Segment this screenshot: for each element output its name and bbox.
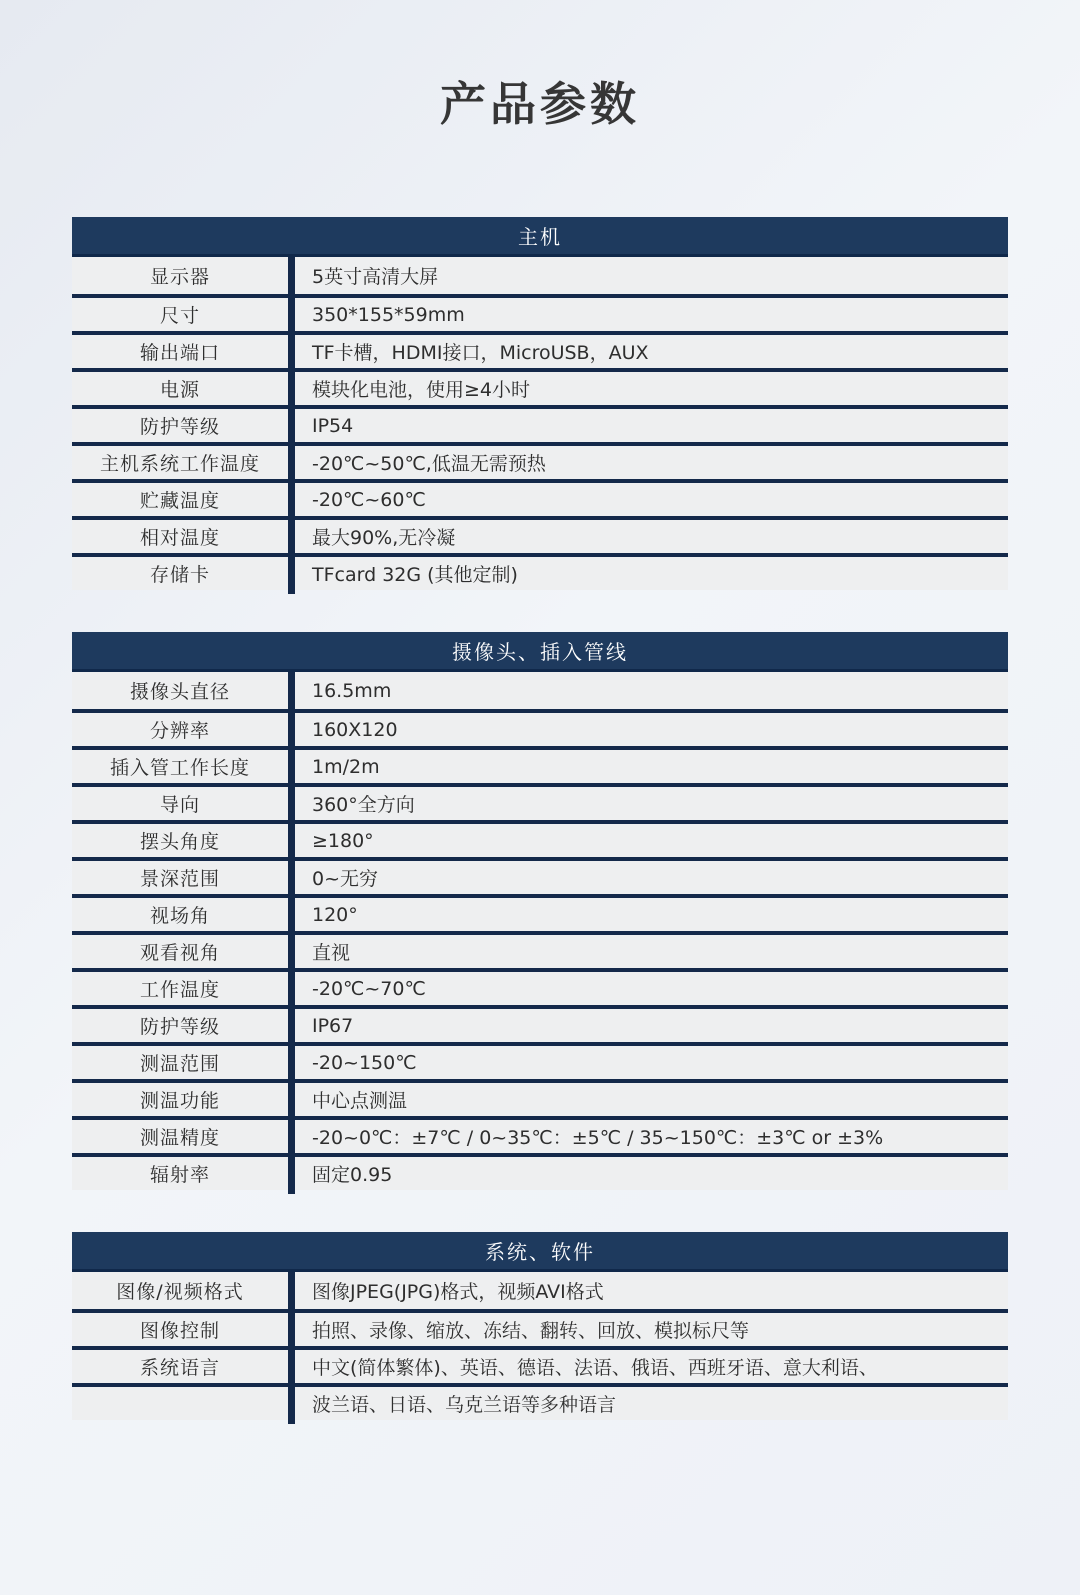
row-value: 波兰语、日语、乌克兰语等多种语言	[312, 1394, 617, 1416]
row-label: 摄像头直径	[129, 681, 230, 703]
table-row	[72, 1272, 1008, 1309]
table-row	[72, 672, 1008, 709]
row-value: -20~150℃	[312, 1051, 417, 1074]
row-label: 视场角	[149, 905, 210, 927]
table-header: 系统、软件	[72, 1232, 1008, 1272]
column-divider	[288, 1272, 295, 1424]
table-row	[72, 257, 1008, 294]
row-label: 存储卡	[149, 564, 210, 586]
row-label: 景深范围	[139, 868, 220, 890]
row-value: 直视	[312, 942, 351, 964]
row-value: -20~0℃：±7℃ / 0~35℃：±5℃ / 35~150℃：±3℃ or ±3%	[312, 1127, 884, 1149]
table-row	[72, 820, 1008, 857]
row-label: 系统语言	[139, 1357, 220, 1379]
table-row	[72, 1383, 1008, 1420]
row-label: 图像/视频格式	[116, 1281, 244, 1303]
table-row	[72, 1116, 1008, 1153]
row-label: 测温功能	[139, 1090, 220, 1112]
table-row	[72, 1309, 1008, 1346]
row-label: 输出端口	[139, 342, 220, 364]
row-value: 中文(简体繁体)、英语、德语、法语、俄语、西班牙语、意大利语、	[312, 1357, 878, 1379]
row-value: TF卡槽，HDMI接口，MicroUSB，AUX	[312, 342, 649, 364]
table-header: 主机	[72, 217, 1008, 257]
row-value: ≥180°	[312, 829, 374, 852]
table-row	[72, 368, 1008, 405]
table-row	[72, 331, 1008, 368]
row-value: -20℃~60℃	[312, 488, 426, 511]
row-label: 观看视角	[139, 942, 220, 964]
table-row	[72, 746, 1008, 783]
table-row	[72, 405, 1008, 442]
row-label: 测温精度	[139, 1127, 220, 1149]
row-value: IP67	[312, 1014, 354, 1037]
table-row	[72, 783, 1008, 820]
row-label: 主机系统工作温度	[99, 453, 260, 475]
table-row	[72, 1153, 1008, 1190]
row-label: 贮藏温度	[139, 490, 220, 512]
spec-table	[72, 217, 1008, 590]
row-label: 显示器	[149, 266, 210, 288]
row-value: 拍照、录像、缩放、冻结、翻转、回放、模拟标尺等	[312, 1320, 750, 1342]
row-value: 固定0.95	[312, 1164, 393, 1186]
row-label: 图像控制	[139, 1320, 220, 1342]
row-value: 模块化电池，使用≥4小时	[312, 379, 531, 401]
column-divider	[288, 257, 295, 594]
row-value: 160X120	[312, 718, 398, 741]
row-value: 图像JPEG(JPG)格式，视频AVI格式	[312, 1281, 604, 1303]
row-value: IP54	[312, 414, 354, 437]
row-value: 最大90%,无冷凝	[312, 527, 456, 549]
page-title: 产品参数	[440, 77, 640, 131]
row-label: 分辨率	[149, 720, 210, 742]
spec-tables	[72, 217, 1008, 1420]
table-header: 摄像头、插入管线	[72, 632, 1008, 672]
row-value: 16.5mm	[312, 679, 392, 702]
table-row	[72, 479, 1008, 516]
table-row	[72, 294, 1008, 331]
row-label: 相对温度	[139, 527, 220, 549]
row-label: 导向	[159, 794, 200, 816]
table-row	[72, 516, 1008, 553]
row-label: 插入管工作长度	[109, 757, 250, 779]
column-divider	[288, 672, 295, 1194]
table-body	[72, 257, 1008, 590]
row-value: 0~无穷	[312, 868, 379, 890]
row-value: 350*155*59mm	[312, 303, 465, 326]
table-body	[72, 1272, 1008, 1420]
row-label: 防护等级	[139, 416, 220, 438]
table-row	[72, 1346, 1008, 1383]
row-label	[72, 1387, 288, 1420]
table-body	[72, 672, 1008, 1190]
row-label: 工作温度	[139, 979, 220, 1001]
spec-table	[72, 1232, 1008, 1420]
page	[0, 78, 1080, 1420]
row-value: 360°全方向	[312, 794, 415, 816]
row-label: 电源	[159, 379, 200, 401]
table-row	[72, 968, 1008, 1005]
spec-table	[72, 632, 1008, 1190]
table-row	[72, 857, 1008, 894]
table-row	[72, 1042, 1008, 1079]
row-label: 防护等级	[139, 1016, 220, 1038]
row-label: 尺寸	[159, 305, 200, 327]
row-label: 摆头角度	[139, 831, 220, 853]
row-value: 中心点测温	[312, 1090, 408, 1112]
row-label: 测温范围	[139, 1053, 220, 1075]
table-row	[72, 1079, 1008, 1116]
table-row	[72, 553, 1008, 590]
row-value: 5英寸高清大屏	[312, 266, 439, 288]
row-value: TFcard 32G (其他定制)	[312, 564, 518, 586]
table-row	[72, 709, 1008, 746]
row-value: -20℃~70℃	[312, 977, 426, 1000]
table-row	[72, 1005, 1008, 1042]
row-value: -20℃~50℃,低温无需预热	[312, 453, 546, 475]
table-row	[72, 894, 1008, 931]
row-value: 120°	[312, 903, 358, 926]
table-row	[72, 931, 1008, 968]
row-value: 1m/2m	[312, 755, 380, 778]
table-row	[72, 442, 1008, 479]
row-label: 辐射率	[149, 1164, 210, 1186]
